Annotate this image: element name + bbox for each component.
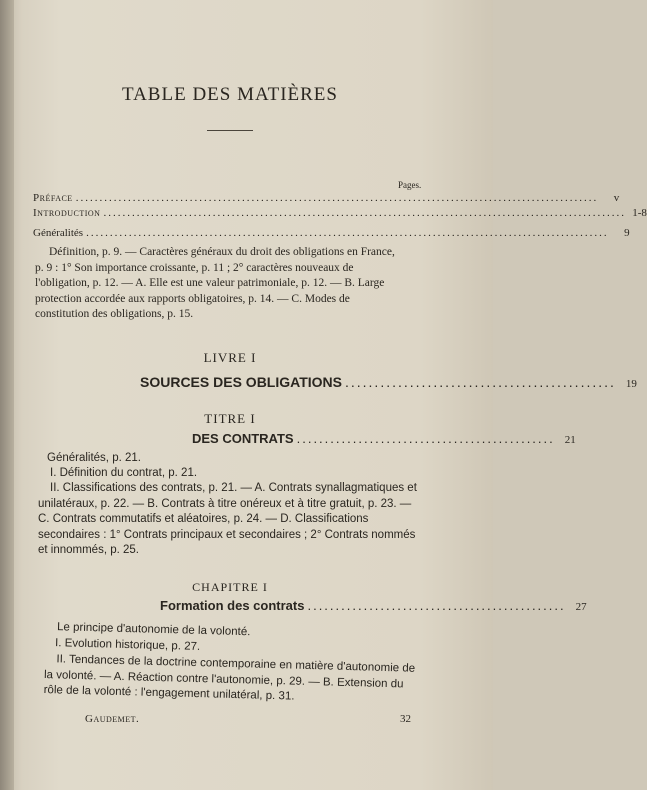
- contrats-line-definition: I. Définition du contrat, p. 21.: [50, 467, 198, 479]
- titre-entry: [192, 431, 576, 446]
- leader-dots: ..............................................................................................................: [86, 227, 609, 239]
- titre-page: 21: [564, 434, 576, 446]
- printer-signature: Gaudemet.: [85, 713, 140, 725]
- chapitre-line-principe: Le principe d'autonomie de la volonté.: [56, 621, 251, 639]
- chapitre-label: CHAPITRE I: [192, 580, 268, 594]
- toc-entry-generalites: [33, 227, 630, 239]
- title-divider: [207, 130, 253, 131]
- pages-column-header: Pages.: [398, 180, 422, 190]
- chapitre-title: Formation des contrats: [160, 598, 305, 613]
- generalites-summary: Définition, p. 9. — Caractères généraux du droit des obligations en France, p. 9 : 1° Son importance croissante, p. 11 ; 2° caractères nouveaux de l'obligation, p. 12. — A. Elle est une valeur patrimoniale, p. 12. — B. Large protection accordée aux rapports obligatoires, p. 14. — C. Modes de constitution des obligations, p. 15.: [35, 246, 395, 320]
- leader-dots: ..............................................: [307, 598, 566, 613]
- livre-page: 19: [625, 378, 637, 390]
- leader-dots: ..............................................................................................................: [103, 207, 626, 219]
- signature-number: 32: [400, 713, 411, 725]
- page-title: TABLE DES MATIÈRES: [122, 84, 338, 105]
- contrats-line-generalites: Généralités, p. 21.: [47, 452, 141, 464]
- titre-label: TITRE I: [204, 411, 256, 426]
- chapitre-page: 27: [575, 601, 587, 613]
- toc-entry-page: v: [613, 192, 620, 204]
- book-spine-shadow: [0, 0, 14, 790]
- contrats-line-classifications: II. Classifications des contrats, p. 21. — A. Contrats synallagmatiques et unilatéraux, p. 22. — B. Contrats à titre onéreux et à titre gratuit, p. 23. — C. Contrats commutatifs et aléatoires, p. 24. — D. Classifications secondaires : 1° Contrats principaux et secondaires ; 2° Contrats nommés et innommés, p. 25.: [38, 482, 417, 556]
- toc-entry-page: 9: [624, 227, 630, 239]
- toc-entry-introduction: [33, 207, 647, 219]
- livre-label: LIVRE I: [203, 350, 257, 365]
- livre-entry: [140, 374, 637, 390]
- leader-dots: ..............................................: [344, 374, 616, 390]
- leader-dots: ..............................................................................................................: [75, 192, 599, 204]
- chapitre-line-tendances: II. Tendances de la doctrine contemporaine en matière d'autonomie de la volonté. — A. Réaction contre l'autonomie, p. 29. — B. Extension du rôle de la volonté : l'engagement unilatéral, p. 31.: [43, 653, 416, 703]
- toc-entry-label: Préface: [33, 192, 73, 204]
- toc-entry-label: Introduction: [33, 207, 101, 219]
- toc-entry-page: 1-8: [632, 207, 647, 219]
- titre-title: DES CONTRATS: [192, 431, 294, 446]
- chapitre-line-evolution: I. Evolution historique, p. 27.: [54, 637, 201, 653]
- chapitre-entry: [160, 598, 587, 613]
- livre-title: SOURCES DES OBLIGATIONS: [140, 374, 342, 390]
- toc-entry-preface: [33, 192, 620, 204]
- leader-dots: ..............................................: [296, 431, 555, 446]
- toc-entry-label: Généralités: [33, 227, 84, 239]
